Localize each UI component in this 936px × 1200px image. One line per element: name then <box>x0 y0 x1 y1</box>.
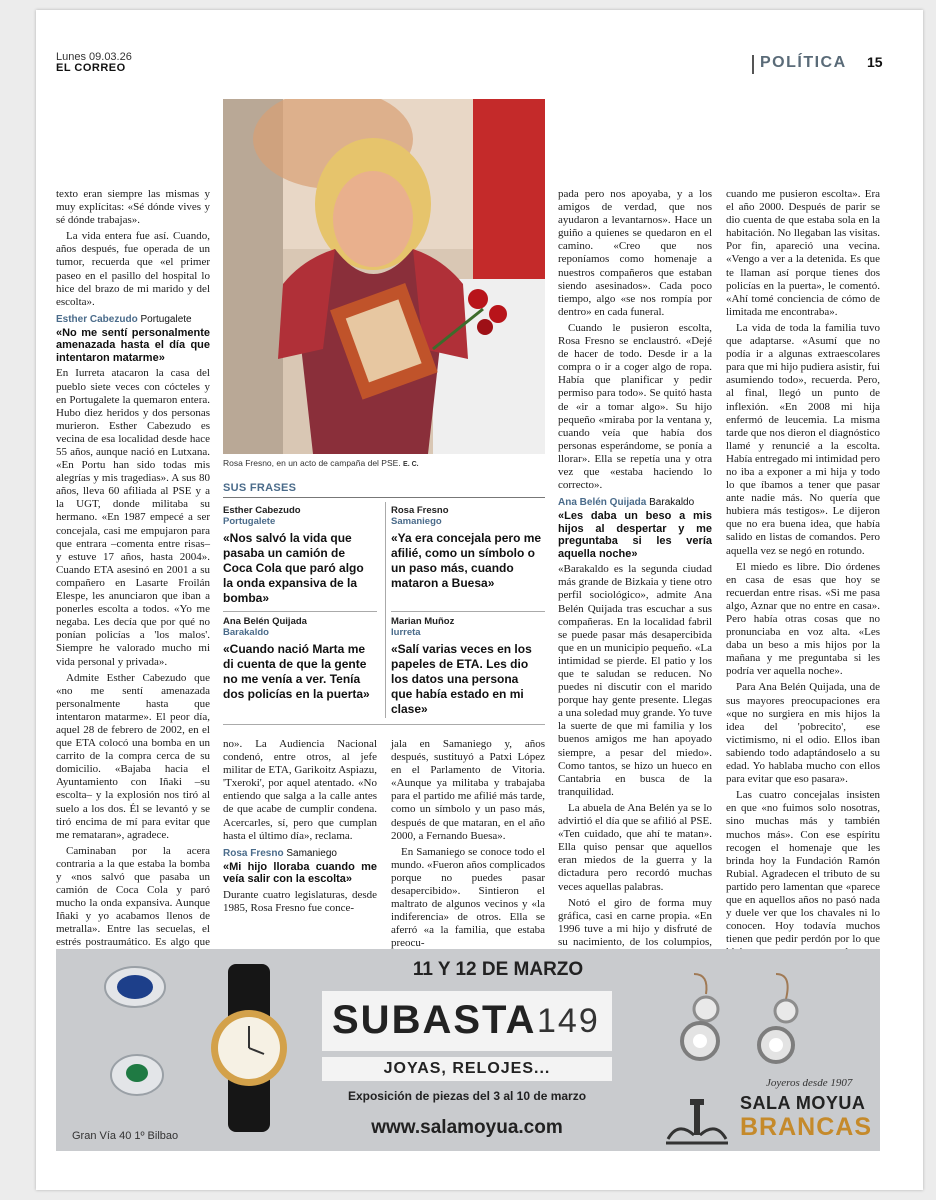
quote-text: «Salí varias veces en los papeles de ETA. Les dio los datos una persona que había estado en mi clase» <box>391 642 532 716</box>
frases-horizontal-divider <box>391 611 545 612</box>
subheadline: «Mi hijo lloraba cuando me veía salir con la escolta» <box>223 860 377 886</box>
brand-name: SALA MOYUA <box>740 1093 866 1113</box>
auction-dates: 11 Y 12 DE MARZO <box>412 959 584 980</box>
paragraph: pada pero nos apoyaba, y a los amigos de verdad, que nos ayudaron a levantarnos». Hace un guiño a quienes se quedaron en el camino. «Creo que nos reponíamos como homenaje a nuestros compañeros que estaban siendo asesinados». Cada poco tiempo, algo «se nos rompía por dentro» en cada funeral. <box>558 188 712 318</box>
auction-title: SUBASTA <box>332 998 537 1042</box>
article-photo <box>223 99 545 454</box>
subheadline: «Les daba un beso a mis hijos al despertar y me preguntaba si les vería aquella noche» <box>558 510 712 560</box>
paragraph: Las cuatro concejalas insisten en que «no fuimos solo nosotras, sino muchas más y también muchos más». Con ese espíritu recogen el homenaje que les brinda hoy la Fundación Ramón Rubial. Agradecen el tributo de su partido pero lamentan que «parece que en aquellos años no pasó nada y duele ver que los chavales ni lo conocen. Hoy todavía muchos tienen que pedir perdón por lo que <box>726 789 880 946</box>
paragraph: La abuela de Ana Belén ya se lo advirtió el día que se afilió al PSE. «Ten cuidado, que ahí te matan». Ella quiso pensar que aquellos eran miedos de la guerra y la dictadura pero recordó muchas veces aquellas palabras. <box>558 801 712 893</box>
frases-vertical-divider <box>385 502 386 718</box>
paragraph: cuando me pusieron escolta». Era el año 2000. Después de parir se dio cuenta de que estaba sola en la habitación. No llegaban las visitas. Por fin, apareció una vecina. «Vengo a ver a la detenida. Es que te llaman así porque tienes dos policías en la puerta», le comentó. «Ahí tomé conciencia de cómo de limitada me encontraba». <box>726 188 880 318</box>
byline-place: Barakaldo <box>649 497 695 509</box>
subheadline: «No me sentí personalmente amenazada hasta el día que intentaron matarme» <box>56 326 210 364</box>
article-column-1 <box>56 188 210 979</box>
caption-text: Rosa Fresno, en un acto de campaña del PSE. <box>223 458 401 468</box>
emerald-ring-icon <box>106 1049 168 1099</box>
auction-advertisement <box>56 949 880 1151</box>
quote-author: Rosa Fresno <box>391 505 449 516</box>
section-title: POLÍTICA <box>760 54 847 71</box>
newspaper-page <box>36 10 923 1190</box>
issue-date: Lunes 09.03.26 <box>56 51 132 63</box>
brand-subname: BRANCAS <box>740 1113 872 1141</box>
photo-credit: E. C. <box>403 461 419 468</box>
exhibition-dates: Exposición de piezas del 3 al 10 de marzo <box>347 1089 587 1103</box>
quote-block <box>223 616 375 702</box>
paragraph: «Barakaldo es la segunda ciudad más grande de Bizkaia y tiene otro perfil sociológico», admite Ana Belén Quijada tras escuchar a sus compañeras. En la localidad fabril se puede pasar más desapercibida que en un municipio pequeño. «La intimidad se pierde. El patio y los que te saludan se reducen. No puedes ni discutir con el marido porque hay gente presente. Llegas a una soledad muy grande. Yo tuve la suerte de que mi familia y los buenos amigos me han apoyado siempre, a pesar del miedo». Como tantos, se hizo un hueco en Cantabria en busca de la tranquilidad. <box>558 563 712 798</box>
frases-title: SUS FRASES <box>223 482 297 494</box>
quote-text: «Nos salvó la vida que pasaba un camión de Coca Cola que paró algo la onda expansiva de la bomba» <box>223 531 364 605</box>
byline-name: Esther Cabezudo <box>56 313 138 325</box>
paragraph: Durante cuatro legislaturas, desde 1985, Rosa Fresno fue conce- <box>223 888 377 914</box>
sapphire-ring-icon <box>100 961 170 1011</box>
photo-caption <box>223 458 545 468</box>
paragraph: Admite Esther Cabezudo que «no me sentí amenazada personalmente hasta que intentaron matarme». El peor día, aquel 28 de febrero de 2002, en el que ETA colocó una bomba en un carrito de la compra cerca de su domicilio. «Bajaba hacia el Ayuntamiento con Iñaki –su escolta– y la explosión nos tiró al suelo a los dos. Él se levantó y se tiró encima de mí para evitar que me remataran», agradece. <box>56 671 210 841</box>
paragraph: no». La Audiencia Nacional condenó, entre otros, al jefe militar de ETA, Garikoitz Aspiazu, 'Txeroki', por aquel atentado. «No entiendo que salga a la calle antes de que acabe de cumplir condena. Acercarles, sí, pero que cumplan hasta el último día», reclama. <box>223 738 377 842</box>
section-divider <box>752 55 754 74</box>
quote-block <box>223 505 375 606</box>
paragraph: En Iurreta atacaron la casa del pueblo siete veces con cócteles y en Portugalete la quemaron entera. Hubo diez heridos y dos personas murieron. Esther Cabezudo es vecina de esa localidad desde hace 55 años, aunque nació en Lutxana. «En Portu han sido todas mis alegrías y mis tragedias». A sus 80 años, lleva 60 afiliada al PSE y a la UGT, donde militaba su hermano. «En 1987 empecé a ser concejala, casi me empujaron para que entrara –comenta entre risas– y estuve 17 años, hasta 2004». Cuando ETA asesinó en 2001 a su compañero en Lasarte Froilán Elespe, les anunciaron que iban a ponerles escolta a todos. «Yo me negaba. Les decía que por qué no ponían policías a 'los malos'. Siempre he valorado mucho mi vida personal y privada». <box>56 367 210 668</box>
paragraph: La vida de toda la familia tuvo que adaptarse. «Asumí que no podía ir a algunas extraescolares para que mi hijo pudiera asistir, fui asumiendo todo», recuerda. Pero, al final, llegó un punto de inflexión. «En 2008 mi hija enfermó de leucemia. La misma tarde que nos dieron el diagnóstico llamé y renuncié a la escolta. Había entregado mi intimidad pero no iba a exponer a mi hija y todo lo que íbamos a tener que pasar ante nadie más. No quería que hubiera más testigos». Le dijeron que no era buena idea, que había salido en listas de comandos. Pero aquella vez se negó en rotundo. <box>726 321 880 557</box>
byline-place: Samaniego <box>286 847 337 859</box>
quote-place: Samaniego <box>391 516 442 527</box>
article-column-4 <box>558 188 712 978</box>
quote-author: Ana Belén Quijada <box>223 616 307 627</box>
frases-bottom-divider <box>223 724 545 725</box>
newspaper-name: EL CORREO <box>56 62 126 74</box>
paragraph: Para Ana Belén Quijada, una de sus mayores preocupaciones era «que no surgiera en mis hijos la idea del 'pobrecito', ese victimismo, ni el odio. Ellos iban sabiendo todo adaptándoselo a su edad. Yo hablaba mucho con ellos para evitar que eso pasara». <box>726 681 880 786</box>
byline-place: Portugalete <box>140 313 192 325</box>
quote-place: Iurreta <box>391 627 421 638</box>
paragraph: jala en Samaniego y, años después, sustituyó a Patxi López en el Parlamento de Vitoria. «Aunque ya militaba y trabajaba para el partido me afilié más tarde, como un símbolo y un paso más, después de que mataran, en el año 2000, a Fernando Buesa». <box>391 738 545 842</box>
address: Gran Vía 40 1º Bilbao <box>72 1130 179 1142</box>
paragraph: texto eran siempre las mismas y muy explícitas: «Sé dónde vives y sé dónde trabajas». <box>56 188 210 227</box>
auction-subtitle: JOYAS, RELOJES... <box>322 1057 612 1081</box>
frases-divider <box>223 497 545 498</box>
paragraph: En Samaniego se conoce todo el mundo. «Fueron años complicados porque no puedes pasar desapercibido». Sintieron el maltrato de algunos vecinos y «la indiferencia» de otros. Ella se aferró «a la familia, que estaba preocu- <box>391 845 545 950</box>
paragraph: Caminaban por la acera contraria a la que estaba la bomba y «nos salvó que pasaba un camión de Coca Cola y paró mucho la onda expansiva. Aunque Iñaki y yo acabamos llenos de metralla». Entre las secuelas, el estrés postraumático. Es algo que <box>56 844 210 949</box>
byline-name: Rosa Fresno <box>223 847 284 859</box>
paragraph: Cuando le pusieron escolta, Rosa Fresno se enclaustró. «Dejé de hacer de todo. Desde ir a la compra o ir a coger algo de ropa. Había que planificar y pedir permiso para todo». Se quitó hasta de «ir a tomar algo». Su hijo pequeño «miraba por la ventana y, cuando veía que había dos personas esperándome, se ponía a llorar». Ella se repetía una y otra vez que «estaba haciendo lo correcto». <box>558 321 712 492</box>
established-text: Joyeros desde 1907 <box>766 1077 853 1089</box>
quote-block <box>391 616 543 717</box>
rosa-fresno-photo <box>223 99 545 454</box>
paragraph: Notó el giro de forma muy gráfica, casi en carne propia. «En 1996 tuve a mi hijo y disfruté de su nacimiento, de los columpios, <box>558 896 712 948</box>
quote-text: «Ya era concejala pero me afilié, como un símbolo o un paso más, cuando mataron a Buesa» <box>391 531 542 590</box>
quote-place: Portugalete <box>223 516 276 527</box>
byline <box>223 847 377 860</box>
page-number: 15 <box>867 54 883 70</box>
paragraph: La vida entera fue así. Cuando, años después, fue operada de un tumor, recuerda que «el primer paseo en el pasillo del hospital lo hice del brazo de mi marido y del escolta». <box>56 230 210 308</box>
quote-text: «Cuando nació Marta me di cuenta de que la gente no me venía a ver. Tenía dos policías en la puerta» <box>223 642 370 701</box>
website-link[interactable]: www.salamoyua.com <box>371 1117 563 1138</box>
byline <box>558 496 712 509</box>
earrings-icon <box>664 969 814 1079</box>
quote-author: Marian Muñoz <box>391 616 455 627</box>
article-column-5 <box>726 188 880 976</box>
sala-moyua-logo-icon <box>664 1099 730 1147</box>
byline-name: Ana Belén Quijada <box>558 497 647 509</box>
frases-horizontal-divider <box>223 611 377 612</box>
quote-author: Esther Cabezudo <box>223 505 301 516</box>
auction-number: 149 <box>537 1002 600 1040</box>
article-column-2 <box>223 738 377 918</box>
quote-place: Barakaldo <box>223 627 269 638</box>
article-column-3 <box>391 738 545 954</box>
paragraph: El miedo es libre. Dio órdenes en casa de esas que hoy se recuerdan entre risas. «Si me pasa algo, Aznar que no entre en casa». Pero había otras cosas que no pronunciaba en voz alta. «Les daba un beso a mis hijos por la mañana y me preguntaba si les podría ver aquella noche». <box>726 560 880 678</box>
byline <box>56 313 210 326</box>
quote-block <box>391 505 543 591</box>
wristwatch-icon <box>206 964 292 1132</box>
